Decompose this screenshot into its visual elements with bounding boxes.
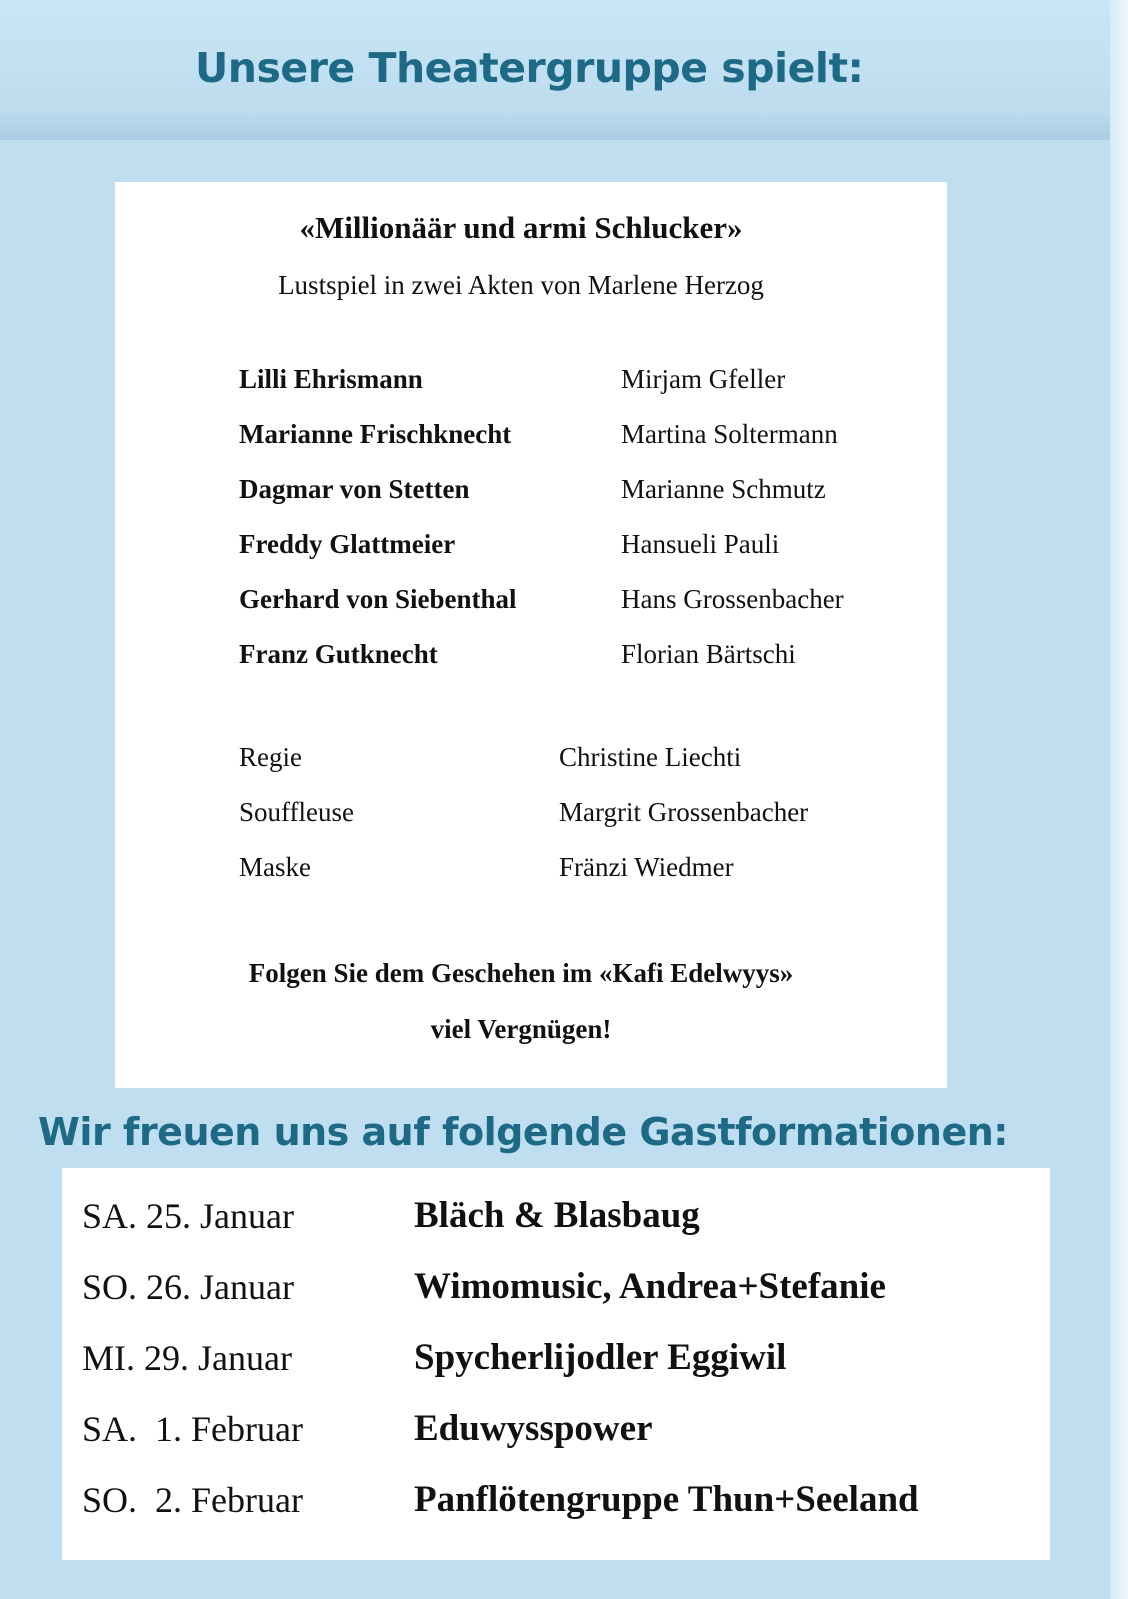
guest-name: Spycherlijodler Eggiwil [414,1337,787,1378]
guest-schedule [62,1168,1050,1560]
crew-row [239,840,808,895]
guest-name: Eduwysspower [414,1408,653,1449]
page-title: Unsere Theatergruppe spielt: [195,44,864,92]
guest-row [82,1464,919,1535]
guests-heading: Wir freuen uns auf folgende Gastformationen: [38,1110,1008,1154]
guest-date: MI. 29. Januar [82,1337,292,1378]
closing-wish: viel Vergnügen! [430,1014,612,1044]
guest-date: SO. 26. Januar [82,1266,294,1307]
cast-row [239,627,844,682]
crew-list [239,730,808,895]
role-name: Marianne Frischknecht [239,419,512,449]
role-name: Franz Gutknecht [239,639,438,669]
guest-row [82,1180,919,1251]
actor-name: Marianne Schmutz [621,474,826,504]
actor-name: Martina Soltermann [621,419,838,449]
crew-function: Regie [239,742,302,772]
crew-function: Maske [239,852,311,882]
guest-row [82,1251,919,1322]
play-subtitle: Lustspiel in zwei Akten von Marlene Herzog [278,270,764,300]
guest-date: SA. 1. Februar [82,1408,303,1449]
crew-function: Souffleuse [239,797,354,827]
crew-name: Margrit Grossenbacher [559,797,809,827]
cast-list [239,352,844,682]
guest-date: SO. 2. Februar [82,1479,303,1520]
play-title: «Millionäär und armi Schlucker» [299,210,743,245]
actor-name: Florian Bärtschi [621,639,796,669]
cast-row [239,462,844,517]
cast-row [239,352,844,407]
cast-row [239,517,844,572]
actor-name: Mirjam Gfeller [621,364,786,394]
play-card [115,182,947,1088]
role-name: Gerhard von Siebenthal [239,584,517,614]
crew-row [239,730,808,785]
closing-line: Folgen Sie dem Geschehen im «Kafi Edelwyys» [248,958,794,988]
guest-name: Wimomusic, Andrea+Stefanie [414,1266,886,1307]
crew-name: Fränzi Wiedmer [559,852,734,882]
role-name: Freddy Glattmeier [239,529,456,559]
crew-name: Christine Liechti [559,742,742,772]
role-name: Lilli Ehrismann [239,364,423,394]
guest-date: SA. 25. Januar [82,1195,294,1236]
actor-name: Hans Grossenbacher [621,584,844,614]
guest-list [82,1180,919,1535]
cast-row [239,572,844,627]
guest-name: Panflötengruppe Thun+Seeland [414,1479,919,1520]
guest-row [82,1393,919,1464]
page-edge [1110,0,1128,1599]
role-name: Dagmar von Stetten [239,474,470,504]
guest-name: Bläch & Blasbaug [414,1195,700,1236]
cast-row [239,407,844,462]
crew-row [239,785,808,840]
actor-name: Hansueli Pauli [621,529,780,559]
guest-row [82,1322,919,1393]
